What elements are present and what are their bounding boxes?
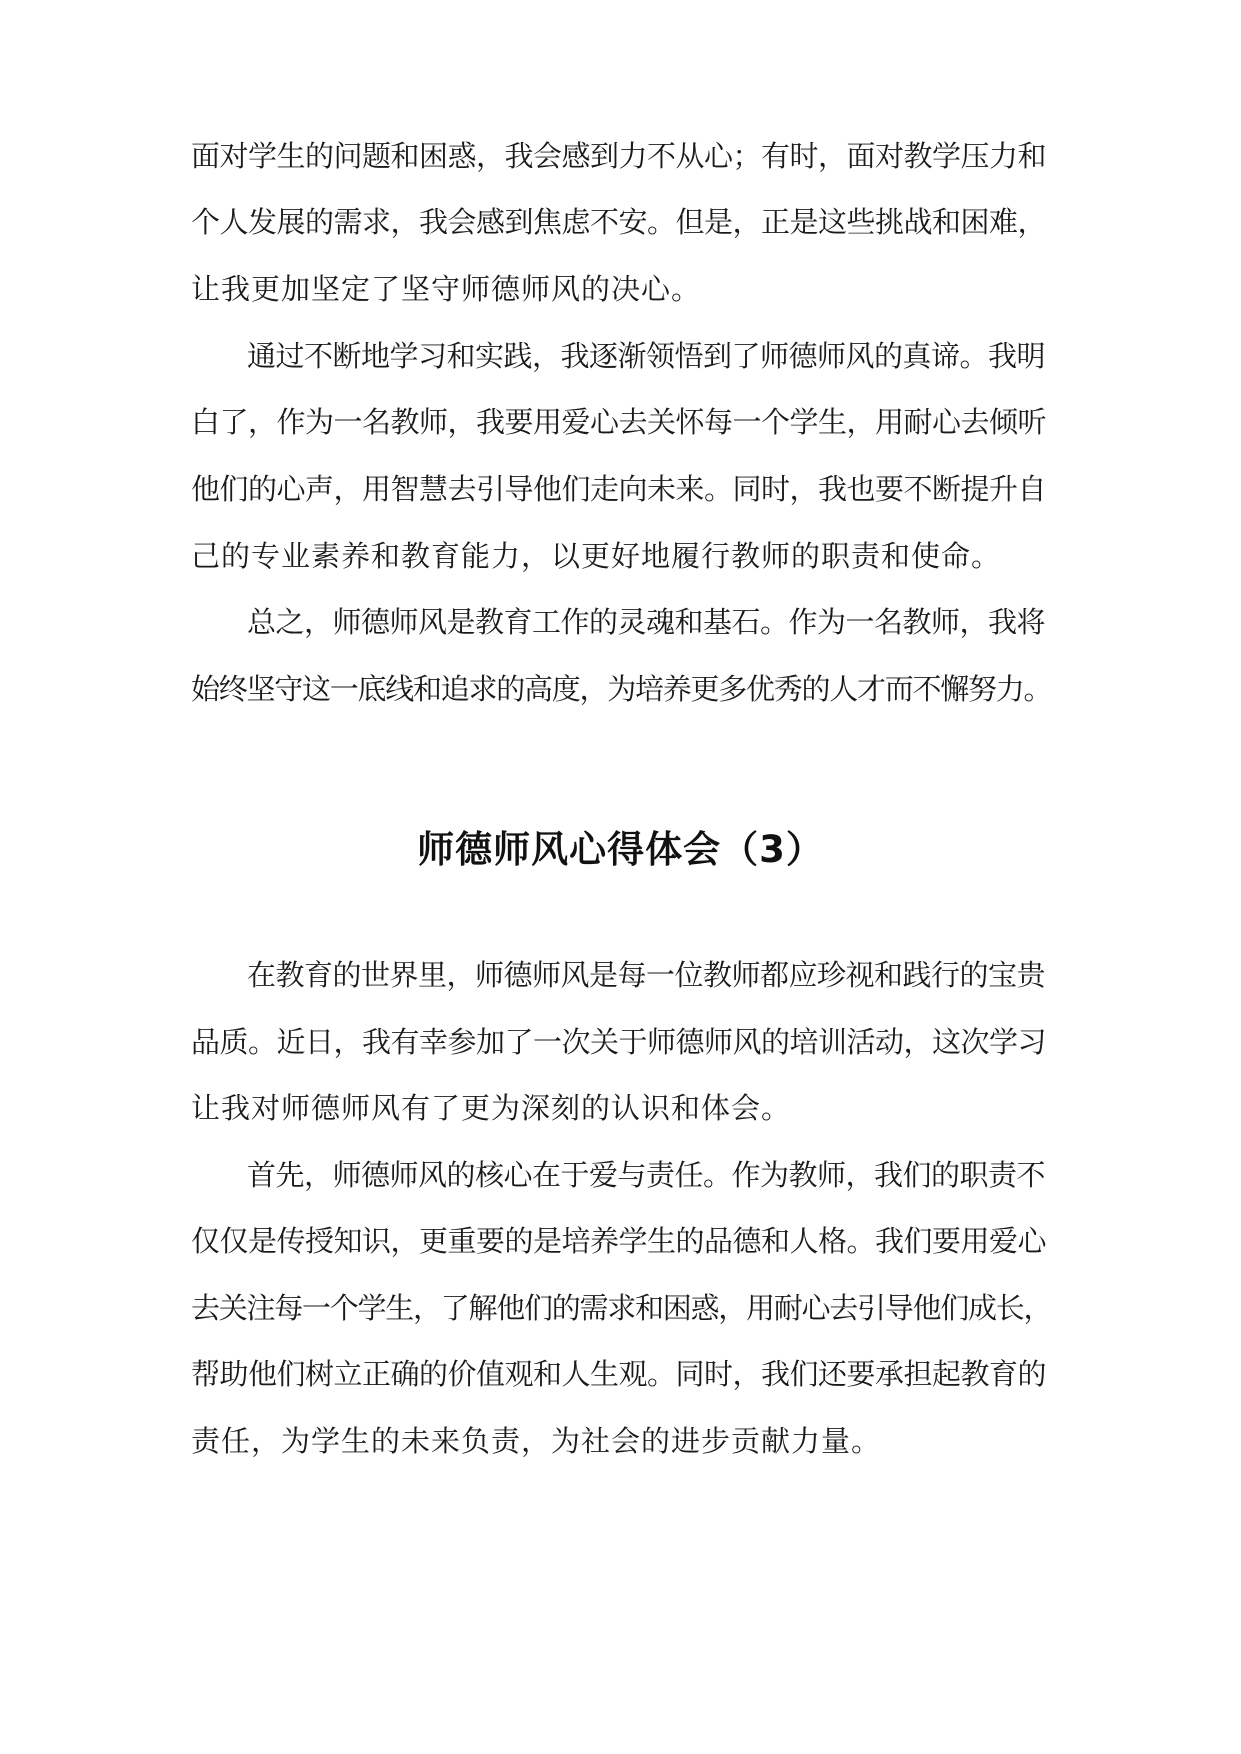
paragraph-2-line-1: 通过不断地学习和实践，我逐渐领悟到了师德师风的真谛。我明 bbox=[247, 339, 1046, 373]
paragraph-4-line-3: 让我对师德师风有了更为深刻的认识和体会。 bbox=[191, 1091, 792, 1125]
paragraph-1-line-2: 个人发展的需求，我会感到焦虑不安。但是，正是这些挑战和困难， bbox=[191, 205, 1047, 239]
paragraph-5-line-2: 仅仅是传授知识，更重要的是培养学生的品德和人格。我们要用爱心 bbox=[191, 1224, 1047, 1258]
paragraph-3-line-2: 始终坚守这一底线和追求的高度，为培养更多优秀的人才而不懈努力。 bbox=[191, 672, 1052, 706]
paragraph-2-line-2: 白了，作为一名教师，我要用爱心去关怀每一个学生，用耐心去倾听 bbox=[191, 405, 1047, 439]
paragraph-4-line-2: 品质。近日，我有幸参加了一次关于师德师风的培训活动，这次学习 bbox=[191, 1025, 1047, 1059]
paragraph-5-line-3: 去关注每一个学生，了解他们的需求和困惑，用耐心去引导他们成长， bbox=[191, 1291, 1052, 1325]
section-heading: 师德师风心得体会（3） bbox=[417, 828, 824, 871]
paragraph-5-line-1: 首先，师德师风的核心在于爱与责任。作为教师，我们的职责不 bbox=[247, 1158, 1046, 1192]
paragraph-4-line-1: 在教育的世界里，师德师风是每一位教师都应珍视和践行的宝贵 bbox=[247, 958, 1046, 992]
paragraph-1-line-1: 面对学生的问题和困惑，我会感到力不从心；有时，面对教学压力和 bbox=[191, 139, 1047, 173]
paragraph-2-line-3: 他们的心声，用智慧去引导他们走向未来。同时，我也要不断提升自 bbox=[191, 472, 1047, 506]
paragraph-2-line-4: 己的专业素养和教育能力，以更好地履行教师的职责和使命。 bbox=[191, 539, 1002, 573]
paragraph-5-line-5: 责任，为学生的未来负责，为社会的进步贡献力量。 bbox=[191, 1424, 882, 1458]
paragraph-5-line-4: 帮助他们树立正确的价值观和人生观。同时，我们还要承担起教育的 bbox=[191, 1357, 1047, 1391]
paragraph-1-line-3: 让我更加坚定了坚守师德师风的决心。 bbox=[191, 272, 702, 306]
paragraph-3-line-1: 总之，师德师风是教育工作的灵魂和基石。作为一名教师，我将 bbox=[247, 605, 1046, 639]
